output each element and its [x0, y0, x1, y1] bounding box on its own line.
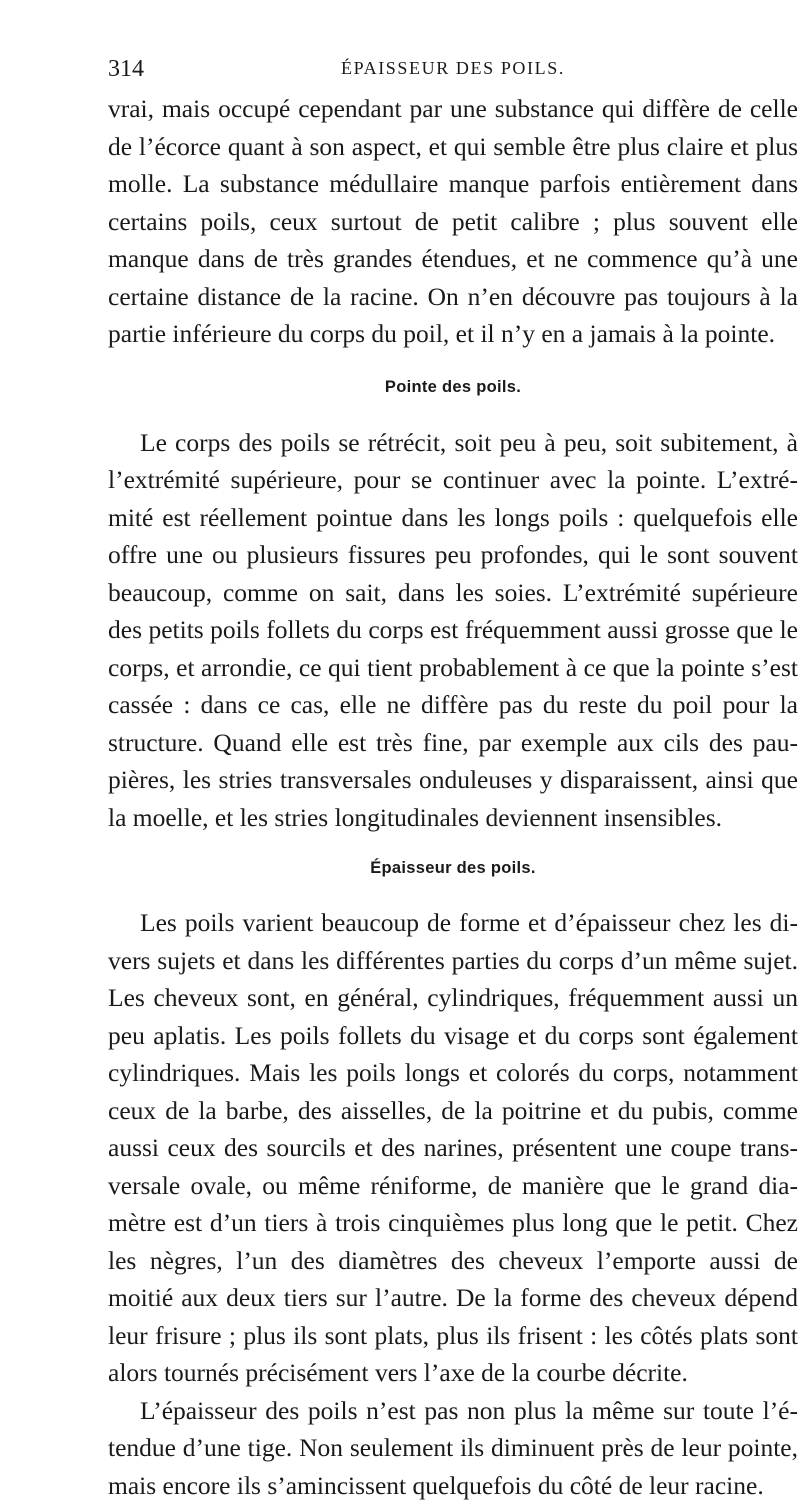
- section-heading-epaisseur: Épaisseur des poils.: [108, 836, 798, 904]
- running-title: ÉPAISSEUR DES POILS.: [108, 58, 798, 79]
- paragraph-epaisseur-forme: Les poils varient beaucoup de forme et d’épaisseur chez les divers sujets et dans les différentes parties du corps d’un même sujet. Les cheveux sont, en général, cylindriques, fréquemment aussi un peu aplatis. Les poils follets du visage et du corps sont également cylindriques. Mais les poils longs et colorés du corps, notamment ceux de la barbe, des aisselles, de la poitrine et du pubis, comme aussi ceux des sourcils et des narines, présentent une coupe transversale ovale, ou même réniforme, de manière que le grand diamètre est d’un tiers à trois cinquièmes plus long que le petit. Chez les nègres, l’un des diamètres des cheveux l’emporte aussi de moitié aux deux tiers sur l’autre. De la forme des cheveux dépend leur frisure ; plus ils sont plats, plus ils frisent : les côtés plats sont alors tournés précisément vers l’axe de la courbe décrite.: [108, 904, 798, 1392]
- paragraph-continuation: vrai, mais occupé cependant par une substance qui diffère de celle de l’écorce quant à son aspect, et qui semble être plus claire et plus molle. La substance médullaire manque parfois entièrement dans certains poils, ceux surtout de petit calibre ; plus souvent elle manque dans de très grandes étendues, et ne commence qu’à une certaine distance de la racine. On n’en découvre pas toujours à la partie inférieure du corps du poil, et il n’y en a jamais à la pointe.: [108, 90, 798, 353]
- running-head: [108, 56, 798, 86]
- page-number: 314: [108, 56, 144, 83]
- paragraph-epaisseur-tige: L’épaisseur des poils n’est pas non plus la même sur toute l’étendue d’une tige. Non seulement ils diminuent près de leur pointe, mais encore ils s’amincissent quelquefois du côté de leur racine.: [108, 1392, 798, 1504]
- paragraph-pointe: Le corps des poils se rétrécit, soit peu à peu, soit subitement, à l’extrémité supérieure, pour se continuer avec la pointe. L’extrémité est réellement pointue dans les longs poils : quelquefois elle offre une ou plusieurs fissures peu profondes, qui le sont souvent beaucoup, comme on sait, dans les soies. L’extrémité supérieure des petits poils follets du corps est fréquemment aussi grosse que le corps, et arrondie, ce qui tient probablement à ce que la pointe s’est cassée : dans ce cas, elle ne diffère pas du reste du poil pour la structure. Quand elle est très fine, par exemple aux cils des paupières, les stries transversales onduleuses y disparaissent, ainsi que la moelle, et les stries longitudinales deviennent insensibles.: [108, 424, 798, 837]
- section-heading-pointe: Pointe des poils.: [108, 353, 798, 424]
- body-text: [108, 90, 798, 1504]
